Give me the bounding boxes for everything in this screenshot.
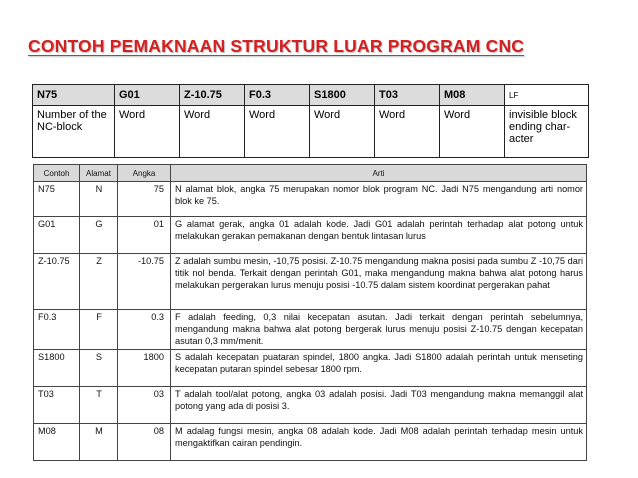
cell-arti: M adalag fungsi mesin, angka 08 adalah kode. Jadi M08 adalah perintah terhadap mesin untuk mengaktifkan cairan pendingin. [171, 423, 587, 460]
cell-alamat: S [80, 349, 118, 386]
cell-angka: 1800 [118, 349, 171, 386]
cell-contoh: G01 [34, 217, 80, 254]
cell-arti: Z adalah sumbu mesin, -10,75 posisi. Z-10.75 mengandung makna posisi pada sumbu Z -10,75 dari titik nol benda. Terkait dengan perintah G01, maka mengandung makna bahwa alat potong harus melakukan pergerakan lurus menuju posisi -10.75 dalam sistem koordinat pergerakan pahat [171, 254, 587, 310]
cell-alamat: F [80, 310, 118, 350]
page-title: CONTOH PEMAKNAAN STRUKTUR LUAR PROGRAM CNC [28, 36, 525, 56]
nc-meaning-lf: invisible block ending char- acter [505, 106, 589, 158]
nc-meaning-n75: Number of the NC-block [33, 106, 115, 158]
nc-code-s: S1800 [310, 85, 375, 106]
table-row [34, 423, 587, 460]
table-row [34, 386, 587, 423]
nc-code-g01: G01 [115, 85, 180, 106]
cell-arti: S adalah kecepatan puataran spindel, 1800 angka. Jadi S1800 adalah perintah untuk menseting kecepatan putaran spindel sebesar 1800 rpm. [171, 349, 587, 386]
nc-code-lf: LF [505, 85, 589, 106]
cell-contoh: S1800 [34, 349, 80, 386]
table-row [34, 217, 587, 254]
cell-angka: 75 [118, 182, 171, 217]
nc-block-table [32, 84, 589, 158]
nc-meaning-g01: Word [115, 106, 180, 158]
nc-meaning-z: Word [180, 106, 245, 158]
table-header-row [34, 165, 587, 182]
cell-arti: F adalah feeding, 0,3 nilai kecepatan asutan. Jadi terkait dengan perintah sebelumnya, mengandung makna bahwa alat potong bergerak lurus menuju posisi Z-10.75 dengan kecepatan asutan 0,3 mm/menit. [171, 310, 587, 350]
meaning-table [33, 164, 587, 461]
cell-alamat: N [80, 182, 118, 217]
cell-alamat: Z [80, 254, 118, 310]
nc-code-z: Z-10.75 [180, 85, 245, 106]
nc-meaning-t: Word [375, 106, 440, 158]
cell-angka: 08 [118, 423, 171, 460]
cell-arti: T adalah tool/alat potong, angka 03 adalah posisi. Jadi T03 mengandung makna memanggil alat potong yang ada di posisi 3. [171, 386, 587, 423]
cell-contoh: N75 [34, 182, 80, 217]
cell-alamat: T [80, 386, 118, 423]
cell-angka: -10.75 [118, 254, 171, 310]
nc-meaning-s: Word [310, 106, 375, 158]
nc-code-f: F0.3 [245, 85, 310, 106]
cell-arti: G alamat gerak, angka 01 adalah kode. Jadi G01 adalah perintah terhadap alat potong untuk melakukan gerakan pemakanan dengan bentuk lintasan lurus [171, 217, 587, 254]
table-row [34, 182, 587, 217]
nc-meaning-f: Word [245, 106, 310, 158]
cell-contoh: F0.3 [34, 310, 80, 350]
cell-angka: 0.3 [118, 310, 171, 350]
col-header-arti: Arti [171, 165, 587, 182]
col-header-alamat: Alamat [80, 165, 118, 182]
nc-code-n75: N75 [33, 85, 115, 106]
cell-alamat: M [80, 423, 118, 460]
cell-alamat: G [80, 217, 118, 254]
cell-contoh: Z-10.75 [34, 254, 80, 310]
table-row [34, 349, 587, 386]
nc-code-m: M08 [440, 85, 505, 106]
cell-arti: N alamat blok, angka 75 merupakan nomor blok program NC. Jadi N75 mengandung arti nomor blok ke 75. [171, 182, 587, 217]
col-header-contoh: Contoh [34, 165, 80, 182]
table-row [34, 310, 587, 350]
col-header-angka: Angka [118, 165, 171, 182]
nc-code-t: T03 [375, 85, 440, 106]
cell-angka: 01 [118, 217, 171, 254]
nc-meaning-m: Word [440, 106, 505, 158]
table-row [34, 254, 587, 310]
cell-contoh: M08 [34, 423, 80, 460]
cell-contoh: T03 [34, 386, 80, 423]
cell-angka: 03 [118, 386, 171, 423]
